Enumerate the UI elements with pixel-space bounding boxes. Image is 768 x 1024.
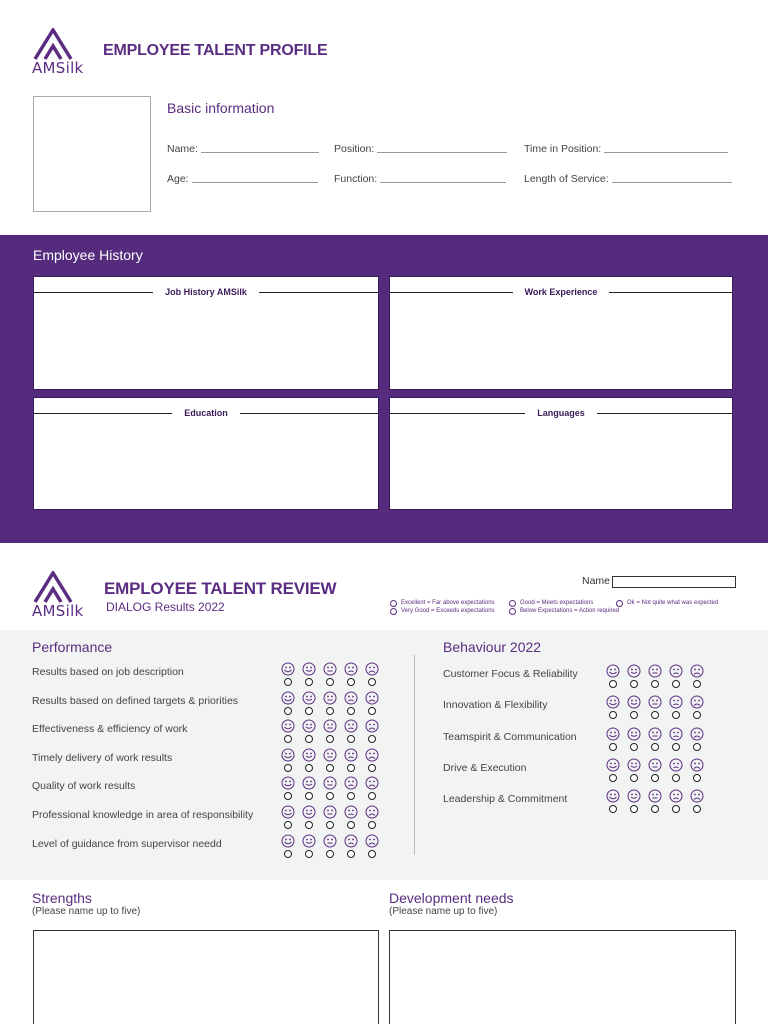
strengths-hint: (Please name up to five): [32, 906, 141, 917]
behaviour-rating-group: [606, 789, 704, 813]
smiley-face-icon: [690, 789, 704, 803]
rating-option-below[interactable]: [365, 776, 379, 800]
very-good-face-icon: [390, 608, 397, 615]
rating-option-ok[interactable]: [669, 758, 683, 782]
rating-radio[interactable]: [305, 792, 313, 800]
rating-option-excellent[interactable]: [281, 662, 295, 686]
rating-option-below[interactable]: [690, 789, 704, 813]
rating-option-excellent[interactable]: [606, 789, 620, 813]
performance-criterion-label: Quality of work results: [32, 780, 136, 793]
rating-option-ok[interactable]: [344, 776, 358, 800]
rating-option-very-good[interactable]: [627, 789, 641, 813]
age-field[interactable]: Age:: [167, 173, 318, 185]
behaviour-rating-group: [606, 695, 704, 719]
behaviour-criterion-label: Innovation & Flexibility: [443, 699, 548, 712]
smiley-face-icon: [302, 719, 316, 733]
performance-rating-group: [281, 662, 379, 686]
rating-option-excellent[interactable]: [281, 748, 295, 772]
behaviour-rating-group: [606, 727, 704, 751]
rating-radio[interactable]: [672, 774, 680, 782]
rating-radio[interactable]: [347, 792, 355, 800]
smiley-face-icon: [669, 664, 683, 678]
rating-radio[interactable]: [630, 805, 638, 813]
rating-option-below[interactable]: [365, 719, 379, 743]
smiley-face-icon: [365, 748, 379, 762]
smiley-face-icon: [281, 834, 295, 848]
smiley-face-icon: [344, 691, 358, 705]
rating-option-below[interactable]: [690, 695, 704, 719]
rating-radio[interactable]: [630, 680, 638, 688]
rating-radio[interactable]: [347, 735, 355, 743]
rating-radio[interactable]: [368, 821, 376, 829]
rating-radio[interactable]: [326, 707, 334, 715]
behaviour-rating-group: [606, 664, 704, 688]
rating-radio[interactable]: [326, 850, 334, 858]
amsilk-logo-icon: [32, 28, 74, 60]
rating-radio[interactable]: [305, 850, 313, 858]
rating-radio[interactable]: [326, 764, 334, 772]
smiley-face-icon: [281, 776, 295, 790]
performance-rating-group: [281, 805, 379, 829]
smiley-face-icon: [281, 805, 295, 819]
smiley-face-icon: [344, 748, 358, 762]
smiley-face-icon: [690, 695, 704, 709]
work-experience-box[interactable]: Work Experience: [389, 276, 733, 390]
smiley-face-icon: [648, 727, 662, 741]
smiley-face-icon: [344, 776, 358, 790]
logo-text: AMSilk: [32, 59, 84, 77]
behaviour-rating-group: [606, 758, 704, 782]
smiley-face-icon: [365, 805, 379, 819]
rating-option-very-good[interactable]: [302, 805, 316, 829]
review-subtitle: DIALOG Results 2022: [106, 600, 225, 614]
rating-radio[interactable]: [630, 743, 638, 751]
rating-radio[interactable]: [630, 711, 638, 719]
smiley-face-icon: [281, 662, 295, 676]
smiley-face-icon: [669, 789, 683, 803]
smiley-face-icon: [606, 664, 620, 678]
development-box[interactable]: [389, 930, 736, 1024]
rating-radio[interactable]: [284, 707, 292, 715]
smiley-face-icon: [627, 789, 641, 803]
strengths-title: Strengths: [32, 890, 92, 906]
performance-criterion-label: Results based on job description: [32, 666, 184, 678]
rating-radio[interactable]: [672, 711, 680, 719]
position-field[interactable]: Position:: [334, 143, 507, 155]
smiley-face-icon: [648, 695, 662, 709]
smiley-face-icon: [606, 758, 620, 772]
rating-option-very-good[interactable]: [627, 664, 641, 688]
review-name-input[interactable]: [612, 576, 736, 588]
rating-radio[interactable]: [693, 743, 701, 751]
rating-radio[interactable]: [284, 735, 292, 743]
rating-option-very-good[interactable]: [627, 695, 641, 719]
smiley-face-icon: [669, 727, 683, 741]
rating-radio[interactable]: [347, 850, 355, 858]
performance-title: Performance: [32, 639, 113, 655]
rating-option-very-good[interactable]: [302, 662, 316, 686]
performance-rating-group: [281, 776, 379, 800]
smiley-face-icon: [323, 834, 337, 848]
smiley-face-icon: [627, 727, 641, 741]
smiley-face-icon: [302, 662, 316, 676]
smiley-face-icon: [690, 664, 704, 678]
smiley-face-icon: [281, 748, 295, 762]
rating-option-good[interactable]: [323, 776, 337, 800]
smiley-face-icon: [344, 834, 358, 848]
education-box[interactable]: Education: [33, 397, 379, 510]
rating-radio[interactable]: [305, 678, 313, 686]
rating-option-ok[interactable]: [344, 662, 358, 686]
rating-option-good[interactable]: [323, 662, 337, 686]
rating-radio[interactable]: [284, 850, 292, 858]
rating-radio[interactable]: [651, 680, 659, 688]
rating-radio[interactable]: [305, 707, 313, 715]
amsilk-logo-icon: [32, 571, 74, 603]
photo-placeholder[interactable]: [33, 96, 151, 212]
smiley-face-icon: [302, 805, 316, 819]
rating-option-good[interactable]: [323, 805, 337, 829]
languages-box[interactable]: Languages: [389, 397, 733, 510]
rating-option-very-good[interactable]: [627, 758, 641, 782]
performance-criterion-label: Level of guidance from supervisor needd: [32, 837, 222, 850]
smiley-face-icon: [365, 776, 379, 790]
good-face-icon: [509, 600, 516, 607]
smiley-face-icon: [627, 664, 641, 678]
behaviour-title: Behaviour 2022: [443, 639, 542, 655]
rating-radio[interactable]: [609, 774, 617, 782]
basic-info-title: Basic information: [167, 100, 275, 116]
excellent-face-icon: [390, 600, 397, 607]
rating-radio[interactable]: [284, 678, 292, 686]
rating-option-ok[interactable]: [344, 691, 358, 715]
review-title: EMPLOYEE TALENT REVIEW: [104, 579, 337, 598]
rating-option-excellent[interactable]: [281, 719, 295, 743]
smiley-face-icon: [606, 727, 620, 741]
smiley-face-icon: [323, 691, 337, 705]
smiley-face-icon: [365, 691, 379, 705]
rating-option-ok[interactable]: [669, 695, 683, 719]
rating-option-ok[interactable]: [669, 664, 683, 688]
performance-rating-group: [281, 691, 379, 715]
performance-rating-group: [281, 834, 379, 858]
smiley-face-icon: [627, 758, 641, 772]
function-field[interactable]: Function:: [334, 173, 506, 185]
behaviour-criterion-label: Customer Focus & Reliability: [443, 668, 578, 680]
logo-text: AMSilk: [32, 602, 84, 620]
rating-radio[interactable]: [284, 764, 292, 772]
smiley-face-icon: [302, 748, 316, 762]
rating-radio[interactable]: [693, 805, 701, 813]
performance-criterion-label: Results based on defined targets & priorities: [32, 694, 239, 707]
rating-option-very-good[interactable]: [302, 748, 316, 772]
rating-option-good[interactable]: [648, 789, 662, 813]
rating-option-good[interactable]: [648, 727, 662, 751]
rating-option-ok[interactable]: [344, 719, 358, 743]
rating-option-excellent[interactable]: [281, 691, 295, 715]
rating-option-excellent[interactable]: [606, 695, 620, 719]
rating-radio[interactable]: [326, 792, 334, 800]
rating-option-very-good[interactable]: [302, 691, 316, 715]
strengths-box[interactable]: [33, 930, 379, 1024]
rating-radio[interactable]: [672, 805, 680, 813]
below-face-icon: [509, 608, 516, 615]
rating-option-very-good[interactable]: [627, 727, 641, 751]
rating-option-below[interactable]: [690, 758, 704, 782]
rating-radio[interactable]: [347, 678, 355, 686]
behaviour-criterion-label: Drive & Execution: [443, 761, 527, 774]
rating-option-below[interactable]: [690, 664, 704, 688]
rating-radio[interactable]: [693, 711, 701, 719]
ok-face-icon: [616, 600, 623, 607]
rating-option-excellent[interactable]: [606, 664, 620, 688]
rating-option-ok[interactable]: [669, 727, 683, 751]
rating-radio[interactable]: [305, 735, 313, 743]
rating-option-excellent[interactable]: [281, 805, 295, 829]
smiley-face-icon: [323, 748, 337, 762]
rating-radio[interactable]: [326, 821, 334, 829]
rating-option-excellent[interactable]: [606, 727, 620, 751]
amsilk-logo-review: [32, 571, 94, 619]
page-title: EMPLOYEE TALENT PROFILE: [103, 42, 328, 59]
smiley-face-icon: [648, 758, 662, 772]
rating-option-good[interactable]: [648, 695, 662, 719]
smiley-face-icon: [365, 834, 379, 848]
length-of-service-field[interactable]: Length of Service:: [524, 173, 732, 185]
behaviour-criterion-label: Leadership & Commitment: [443, 793, 568, 806]
rating-option-ok[interactable]: [344, 748, 358, 772]
rating-radio[interactable]: [609, 711, 617, 719]
smiley-face-icon: [302, 834, 316, 848]
rating-option-good[interactable]: [323, 748, 337, 772]
rating-option-good[interactable]: [323, 719, 337, 743]
rating-option-good[interactable]: [323, 691, 337, 715]
smiley-face-icon: [323, 662, 337, 676]
rating-option-below[interactable]: [365, 748, 379, 772]
rating-radio[interactable]: [630, 774, 638, 782]
rating-radio[interactable]: [368, 792, 376, 800]
amsilk-logo: [32, 28, 94, 76]
rating-option-good[interactable]: [323, 834, 337, 858]
development-title: Development needs: [389, 890, 514, 906]
rating-radio[interactable]: [651, 805, 659, 813]
rating-option-ok[interactable]: [344, 834, 358, 858]
smiley-face-icon: [606, 789, 620, 803]
rating-radio[interactable]: [651, 743, 659, 751]
name-field[interactable]: Name:: [167, 143, 319, 155]
smiley-face-icon: [302, 691, 316, 705]
performance-rating-group: [281, 719, 379, 743]
rating-option-ok[interactable]: [669, 789, 683, 813]
ratings-divider: [414, 655, 415, 855]
smiley-face-icon: [669, 758, 683, 772]
rating-radio[interactable]: [284, 792, 292, 800]
smiley-face-icon: [365, 662, 379, 676]
time-in-position-field[interactable]: Time in Position:: [524, 143, 728, 155]
rating-radio[interactable]: [368, 678, 376, 686]
job-history-box[interactable]: Job History AMSilk: [33, 276, 379, 390]
smiley-face-icon: [606, 695, 620, 709]
rating-option-excellent[interactable]: [281, 776, 295, 800]
rating-radio[interactable]: [305, 821, 313, 829]
review-name-label: Name: [582, 575, 611, 587]
rating-radio[interactable]: [651, 774, 659, 782]
rating-radio[interactable]: [693, 680, 701, 688]
smiley-face-icon: [281, 719, 295, 733]
smiley-face-icon: [669, 695, 683, 709]
rating-radio[interactable]: [284, 821, 292, 829]
smiley-face-icon: [627, 695, 641, 709]
rating-option-very-good[interactable]: [302, 834, 316, 858]
smiley-face-icon: [344, 662, 358, 676]
rating-radio[interactable]: [651, 711, 659, 719]
employee-history-title: Employee History: [33, 247, 143, 263]
rating-option-very-good[interactable]: [302, 719, 316, 743]
smiley-face-icon: [344, 719, 358, 733]
rating-option-good[interactable]: [648, 758, 662, 782]
rating-radio[interactable]: [326, 678, 334, 686]
rating-radio[interactable]: [672, 743, 680, 751]
rating-radio[interactable]: [609, 805, 617, 813]
rating-radio[interactable]: [347, 707, 355, 715]
performance-criterion-label: Timely delivery of work results: [32, 751, 173, 764]
rating-radio[interactable]: [693, 774, 701, 782]
rating-radio[interactable]: [368, 850, 376, 858]
rating-option-below[interactable]: [690, 727, 704, 751]
performance-criterion-label: Professional knowledge in area of responsibility: [32, 809, 254, 821]
rating-radio[interactable]: [368, 707, 376, 715]
smiley-face-icon: [365, 719, 379, 733]
performance-criterion-label: Effectiveness & efficiency of work: [32, 723, 188, 736]
rating-option-good[interactable]: [648, 664, 662, 688]
behaviour-criterion-label: Teamspirit & Communication: [443, 730, 577, 743]
rating-radio[interactable]: [672, 680, 680, 688]
rating-radio[interactable]: [347, 764, 355, 772]
performance-rating-group: [281, 748, 379, 772]
rating-radio[interactable]: [609, 743, 617, 751]
rating-radio[interactable]: [326, 735, 334, 743]
smiley-face-icon: [648, 664, 662, 678]
rating-option-below[interactable]: [365, 691, 379, 715]
rating-option-excellent[interactable]: [606, 758, 620, 782]
smiley-face-icon: [690, 758, 704, 772]
rating-radio[interactable]: [305, 764, 313, 772]
rating-radio[interactable]: [368, 735, 376, 743]
smiley-face-icon: [648, 789, 662, 803]
employee-history-section: [0, 235, 768, 543]
rating-option-below[interactable]: [365, 662, 379, 686]
rating-radio[interactable]: [368, 764, 376, 772]
rating-option-excellent[interactable]: [281, 834, 295, 858]
rating-radio[interactable]: [609, 680, 617, 688]
smiley-face-icon: [323, 719, 337, 733]
rating-option-below[interactable]: [365, 834, 379, 858]
rating-option-below[interactable]: [365, 805, 379, 829]
smiley-face-icon: [323, 776, 337, 790]
smiley-face-icon: [344, 805, 358, 819]
development-hint: (Please name up to five): [389, 906, 498, 917]
rating-option-very-good[interactable]: [302, 776, 316, 800]
smiley-face-icon: [302, 776, 316, 790]
rating-radio[interactable]: [347, 821, 355, 829]
rating-option-ok[interactable]: [344, 805, 358, 829]
smiley-face-icon: [281, 691, 295, 705]
smiley-face-icon: [323, 805, 337, 819]
smiley-face-icon: [690, 727, 704, 741]
